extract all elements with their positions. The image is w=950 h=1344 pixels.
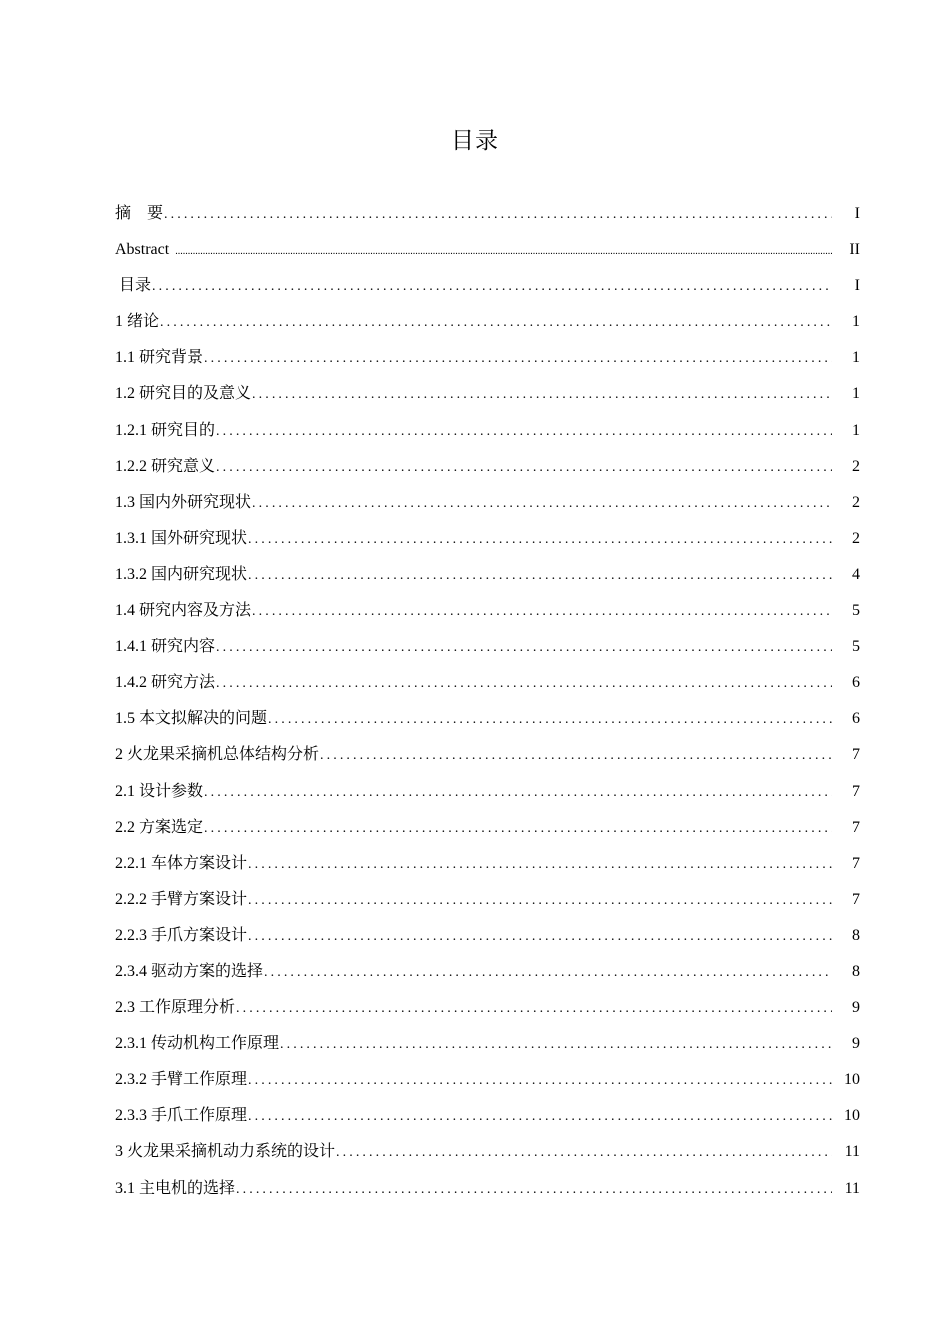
toc-entry-text: 1.3.1 国外研究现状 <box>115 529 248 547</box>
dot-leader <box>248 847 832 883</box>
toc-entry-page: 1 <box>852 349 860 367</box>
toc-entry-page: 10 <box>844 1107 860 1125</box>
toc-entry[interactable] <box>115 521 860 557</box>
toc-entry[interactable] <box>115 232 860 268</box>
dot-leader <box>248 1063 832 1099</box>
dot-leader <box>216 666 832 702</box>
toc-entry-page: 7 <box>852 890 860 908</box>
toc-entry-text: 1.4 研究内容及方法 <box>115 602 252 620</box>
toc-entry[interactable] <box>115 593 860 629</box>
dot-leader <box>248 919 832 955</box>
dot-leader <box>264 955 832 991</box>
toc-entry[interactable] <box>115 701 860 737</box>
toc-entry[interactable] <box>115 340 860 376</box>
toc-entry-text: 3 火龙果采摘机动力系统的设计 <box>115 1143 336 1161</box>
toc-entry[interactable] <box>115 449 860 485</box>
toc-entry[interactable] <box>115 737 860 773</box>
toc-entry[interactable] <box>115 1026 860 1062</box>
toc-entry-text: 2.2 方案选定 <box>115 818 204 836</box>
toc-entry-page: 8 <box>852 962 860 980</box>
dot-leader <box>236 1172 832 1208</box>
toc-entry-text: 1.4.1 研究内容 <box>115 638 216 656</box>
toc-entry-page: 9 <box>852 999 860 1017</box>
toc-entry-page: 1 <box>852 421 860 439</box>
dot-leader <box>248 522 832 558</box>
toc-entry-page: 5 <box>852 638 860 656</box>
toc-entry-page: I <box>854 205 860 222</box>
toc-entry[interactable] <box>115 376 860 412</box>
toc-entry-page: 7 <box>852 854 860 872</box>
toc-entry-page: 7 <box>852 782 860 800</box>
toc-entry-text: 1 绪论 <box>115 313 160 331</box>
toc-entry-text: 目录 <box>119 277 152 295</box>
toc-entry-text: Abstract <box>115 241 170 259</box>
toc-entry-text: 1.2.2 研究意义 <box>115 457 216 475</box>
toc-entry[interactable] <box>115 810 860 846</box>
dot-leader <box>236 991 832 1027</box>
toc-entry-page: 1 <box>852 313 860 331</box>
toc-entry[interactable] <box>115 1062 860 1098</box>
toc-entry-page: 8 <box>852 926 860 944</box>
dot-leader <box>248 558 832 594</box>
toc-entry-text: 2.2.2 手臂方案设计 <box>115 890 248 908</box>
dot-leader <box>152 269 832 305</box>
toc-entry[interactable] <box>115 954 860 990</box>
dot-leader <box>204 811 832 847</box>
toc-entry-text: 摘 要 <box>115 205 164 222</box>
toc-entry-page: 7 <box>852 818 860 836</box>
toc-entry[interactable] <box>115 918 860 954</box>
dot-leader <box>160 305 832 341</box>
toc-entry-text: 2.3.3 手爪工作原理 <box>115 1107 248 1125</box>
toc-entry[interactable] <box>115 774 860 810</box>
dot-leader <box>336 1135 832 1171</box>
toc-entry-text: 2.3 工作原理分析 <box>115 999 236 1017</box>
toc-entry-page: 2 <box>852 529 860 547</box>
toc-entry-page: 11 <box>844 1143 860 1161</box>
toc-entry-text: 1.4.2 研究方法 <box>115 674 216 692</box>
toc-entry[interactable] <box>115 268 860 304</box>
toc-entry-page: 10 <box>844 1071 860 1089</box>
toc-entry-text: 2 火龙果采摘机总体结构分析 <box>115 746 320 764</box>
dot-leader <box>164 197 832 233</box>
toc-entry-page: 6 <box>852 674 860 692</box>
toc-entry[interactable] <box>115 196 860 232</box>
toc-entry-text: 2.3.1 传动机构工作原理 <box>115 1035 280 1053</box>
toc-list <box>115 196 860 1207</box>
toc-entry-page: 5 <box>852 602 860 620</box>
dot-leader <box>204 341 832 377</box>
toc-entry-text: 1.3.2 国内研究现状 <box>115 565 248 583</box>
toc-entry[interactable] <box>115 665 860 701</box>
dot-leader <box>204 775 832 811</box>
toc-entry-page: 7 <box>852 746 860 764</box>
dot-leader <box>252 377 832 413</box>
toc-entry[interactable] <box>115 882 860 918</box>
toc-entry-text: 2.3.2 手臂工作原理 <box>115 1071 248 1089</box>
toc-entry-text: 2.2.3 手爪方案设计 <box>115 926 248 944</box>
toc-entry-text: 2.2.1 车体方案设计 <box>115 854 248 872</box>
toc-entry[interactable] <box>115 304 860 340</box>
toc-entry-page: 2 <box>852 457 860 475</box>
dot-leader <box>252 486 832 522</box>
toc-entry-text: 3.1 主电机的选择 <box>115 1179 236 1197</box>
toc-title: 目录 <box>451 128 499 154</box>
dot-leader <box>280 1027 832 1063</box>
dot-leader <box>216 414 832 450</box>
toc-entry-text: 2.3.4 驱动方案的选择 <box>115 962 264 980</box>
toc-entry-page: 11 <box>844 1179 860 1197</box>
toc-entry[interactable] <box>115 1171 860 1207</box>
toc-entry[interactable] <box>115 990 860 1026</box>
dot-leader <box>248 1099 832 1135</box>
toc-entry-text: 1.5 本文拟解决的问题 <box>115 710 268 728</box>
toc-entry[interactable] <box>115 485 860 521</box>
toc-entry-page: 1 <box>852 385 860 403</box>
toc-entry[interactable] <box>115 557 860 593</box>
dot-leader <box>248 883 832 919</box>
dot-leader <box>320 738 832 774</box>
dot-leader <box>252 594 832 630</box>
toc-entry-page: II <box>849 241 860 259</box>
toc-entry[interactable] <box>115 413 860 449</box>
toc-entry-page: 6 <box>852 710 860 728</box>
toc-entry-text: 1.3 国内外研究现状 <box>115 493 252 511</box>
toc-entry-page: 4 <box>852 565 860 583</box>
toc-entry-text: 2.1 设计参数 <box>115 782 204 800</box>
toc-entry-page: 2 <box>852 493 860 511</box>
toc-entry[interactable] <box>115 1098 860 1134</box>
toc-entry-page: I <box>854 277 860 295</box>
toc-entry-text: 1.2.1 研究目的 <box>115 421 216 439</box>
dot-leader <box>175 234 832 270</box>
toc-entry-text: 1.2 研究目的及意义 <box>115 385 252 403</box>
toc-entry-text: 1.1 研究背景 <box>115 349 204 367</box>
dot-leader <box>216 450 832 486</box>
dot-leader <box>268 702 832 738</box>
dot-leader <box>216 630 832 666</box>
toc-entry[interactable] <box>115 629 860 665</box>
toc-entry-page: 9 <box>852 1035 860 1053</box>
toc-entry[interactable] <box>115 1134 860 1170</box>
toc-entry[interactable] <box>115 846 860 882</box>
